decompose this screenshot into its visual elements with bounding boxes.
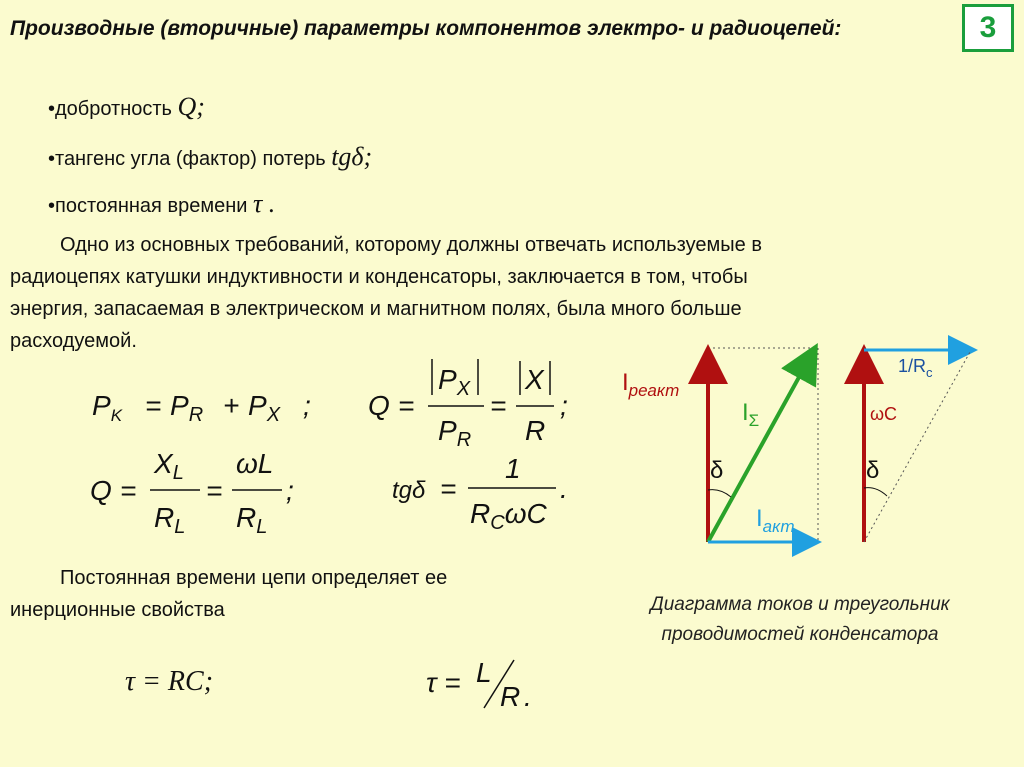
wc-label: ωC: [870, 404, 898, 424]
svg-text:PK: $P_K$: [92, 390, 123, 425]
svg-text:ωL: ωL: [236, 448, 274, 479]
bullet-tgd-symbol: tgδ;: [331, 142, 373, 171]
svg-text:R: R: [500, 681, 521, 712]
svg-text:.: .: [560, 473, 568, 504]
diagram-caption: [600, 590, 1000, 650]
bullet-tau-text: •постоянная времени: [48, 195, 248, 217]
svg-text:=: =: [145, 390, 162, 421]
bullet-tau-symbol: τ .: [252, 189, 276, 218]
bullet-q-symbol: Q;: [177, 92, 205, 121]
formula-tgd: [392, 453, 568, 534]
svg-text:;: ;: [286, 475, 294, 506]
svg-text:RCωC: $R_C\omega C$: [470, 498, 547, 534]
formula-q-power: [368, 359, 568, 451]
svg-text:PX: $P_X$: [248, 390, 281, 426]
bullet-tgd: [48, 142, 372, 172]
slide-number: 3: [962, 4, 1014, 52]
formula-tau-lr: [420, 650, 550, 720]
i-react-label: $I_{реакт}$: [622, 369, 680, 400]
svg-text:=: =: [398, 390, 415, 421]
svg-text:Q: Q: [90, 475, 112, 506]
one-rc-label: $1/R_c$: [898, 356, 933, 380]
svg-text:RL: $R_L$: [236, 502, 268, 538]
formula-block: [60, 355, 600, 545]
i-sum-label: $I_\Sigma$: [742, 399, 760, 430]
svg-text:X: X: [525, 364, 544, 395]
svg-text:=: =: [206, 475, 223, 506]
delta-label-1: δ: [710, 457, 724, 484]
svg-text:R: R: [525, 415, 546, 446]
delta-arc-1: [708, 490, 731, 497]
formula-tau-rc: τ = RC;: [125, 666, 214, 697]
page-title: Производные (вторичные) параметры компонентов электро- и радиоцепей:: [10, 17, 842, 40]
svg-text:1: 1: [505, 453, 521, 484]
paragraph1-line3: энергия, запасаемая в электрическом и магнитном полях, была много больше: [10, 298, 742, 320]
formula-power-sum: [92, 390, 311, 426]
svg-text:=: =: [120, 475, 137, 506]
paragraph2-line2: инерционные свойства: [10, 599, 225, 621]
svg-text:;: ;: [303, 390, 311, 421]
i-akt-label: $I_{акт}$: [756, 505, 795, 536]
svg-text:Q: Q: [368, 390, 390, 421]
formula-q-inductance: [90, 448, 294, 538]
delta-label-2: δ: [866, 457, 880, 484]
caption-line1: Диаграмма токов и треугольник: [650, 594, 950, 615]
svg-text:L: L: [476, 657, 492, 688]
svg-text:τ =: τ =: [426, 667, 461, 698]
bullet-tgd-text: •тангенс угла (фактор) потерь: [48, 148, 326, 170]
current-diagram: [600, 330, 1000, 560]
svg-text:+: +: [223, 390, 240, 421]
bullet-q-text: •добротность: [48, 98, 172, 120]
svg-text:=: =: [490, 390, 507, 421]
paragraph1-line4: расходуемой.: [10, 330, 137, 352]
bullet-tau: [48, 189, 275, 219]
paragraph1-line1: Одно из основных требований, которому должны отвечать используемые в: [60, 234, 762, 256]
delta-arc-2: [864, 488, 887, 496]
svg-text:XL: $X_L$: [154, 448, 184, 484]
triangle-hypotenuse: [864, 352, 970, 542]
svg-text:PR: $P_R$: [438, 415, 472, 451]
svg-text:tgδ: tgδ: [392, 477, 426, 504]
paragraph2-line1: Постоянная времени цепи определяет ее: [60, 567, 448, 589]
svg-text:;: ;: [560, 390, 568, 421]
caption-line2: проводимостей конденсатора: [661, 624, 939, 645]
svg-text:=: =: [440, 473, 457, 504]
svg-text:RL: $R_L$: [154, 502, 186, 538]
svg-text:PR: $P_R$: [170, 390, 204, 426]
svg-text:.: .: [524, 681, 532, 712]
svg-text:PX: $P_X$: [438, 364, 471, 400]
paragraph1-line2: радиоцепях катушки индуктивности и конденсаторы, заключается в том, чтобы: [10, 266, 748, 288]
bullet-q: [48, 92, 205, 122]
